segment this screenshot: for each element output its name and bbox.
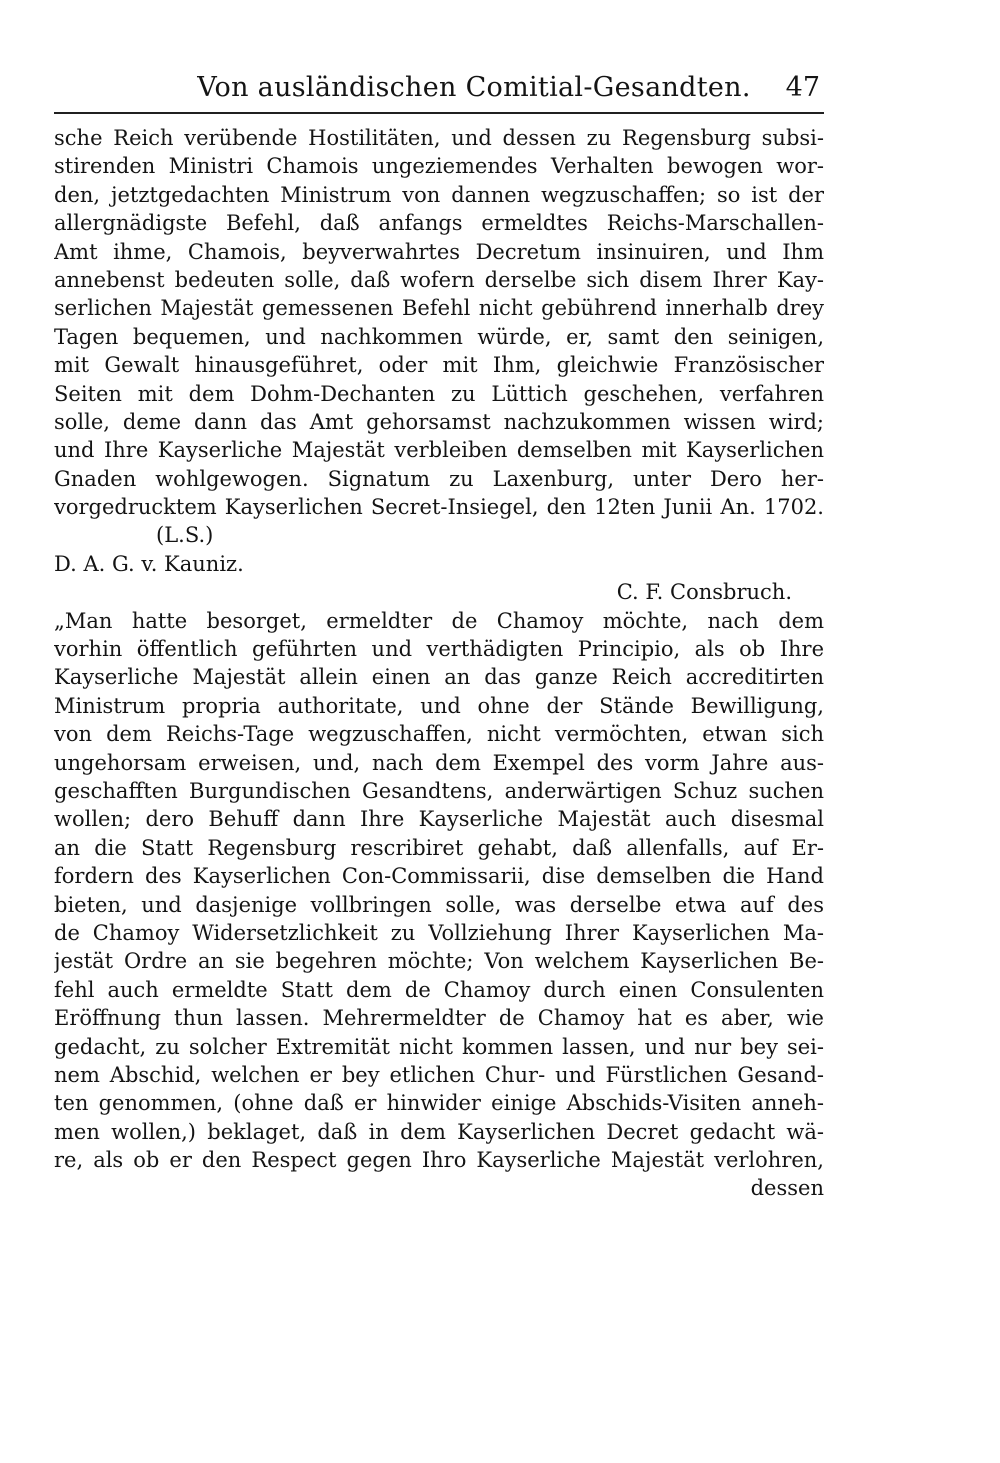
text-line: re, als ob er den Respect gegen Ihro Kayserliche Majestät verlohren, bbox=[54, 1148, 824, 1173]
text-line: geschafften Burgundischen Gesandtens, anderwärtigen Schuz suchen bbox=[54, 778, 824, 803]
seal-mark: (L.S.) bbox=[156, 523, 214, 548]
text-line: Seiten mit dem Dohm-Dechanten zu Lüttich geschehen, verfahren bbox=[54, 381, 824, 406]
signer-name: D. A. G. v. Kauniz. bbox=[54, 551, 244, 576]
text-line: de Chamoy Widersetzlichkeit zu Vollziehung Ihrer Kayserlichen Ma- bbox=[54, 920, 824, 945]
text-line: an die Statt Regensburg rescribiret gehabt, daß allenfalls, auf Er- bbox=[54, 835, 824, 860]
text-line: fehl auch ermeldte Statt dem de Chamoy durch einen Consulenten bbox=[54, 977, 824, 1002]
text-line: annebenst bedeuten solle, daß wofern derselbe sich disem Ihrer Kay- bbox=[54, 267, 824, 292]
text-line: gedacht, zu solcher Extremität nicht kommen lassen, und nur bey sei- bbox=[54, 1034, 824, 1059]
header-rule bbox=[54, 112, 824, 114]
page-number: 47 bbox=[785, 72, 820, 103]
text-line: sche Reich verübende Hostilitäten, und dessen zu Regensburg subsi- bbox=[54, 126, 824, 150]
catchword: dessen bbox=[750, 1176, 824, 1201]
paragraph-decree bbox=[54, 124, 824, 521]
text-line: ten genommen, (ohne daß er hinwider einige Abschids-Visiten anneh- bbox=[54, 1091, 824, 1116]
text-line: vorhin öffentlich geführten und verthädigten Principio, als ob Ihre bbox=[54, 637, 824, 662]
text-line: mit Gewalt hinausgeführet, oder mit Ihm, gleichwie Französischer bbox=[54, 353, 824, 378]
text-line: Tagen bequemen, und nachkommen würde, er, samt den seinigen, bbox=[54, 324, 824, 349]
text-line: men wollen,) beklaget, daß in dem Kayserlichen Decret gedacht wä- bbox=[54, 1119, 824, 1144]
text-line: stirenden Ministri Chamois ungeziemendes Verhalten bewogen wor- bbox=[54, 154, 824, 179]
text-line: bieten, und dasjenige vollbringen solle, was derselbe etwa auf des bbox=[54, 892, 824, 917]
text-line: Ministrum propria authoritate, und ohne der Stände Bewilligung, bbox=[54, 693, 824, 718]
text-line: Eröffnung thun lassen. Mehrermeldter de Chamoy hat es aber, wie bbox=[54, 1006, 824, 1031]
page-header bbox=[54, 68, 824, 108]
text-line: vorgedrucktem Kayserlichen Secret-Insiegel, den 12ten Junii An. 1702. bbox=[54, 495, 824, 520]
text-line: wollen; dero Behuff dann Ihre Kayserliche Majestät auch disesmal bbox=[54, 807, 824, 832]
text-line: Amt ihme, Chamois, beyverwahrtes Decretum insinuiren, und Ihm bbox=[54, 239, 824, 264]
text-line: und Ihre Kayserliche Majestät verbleiben demselben mit Kayserlichen bbox=[54, 438, 824, 463]
running-head: Von ausländischen Comitial-Gesandten. bbox=[197, 72, 751, 103]
page-body bbox=[54, 124, 824, 1203]
text-line: Kayserliche Majestät allein einen an das ganze Reich accreditirten bbox=[54, 665, 824, 690]
text-line: fordern des Kayserlichen Con-Commissarii, dise demselben die Hand bbox=[54, 864, 824, 889]
scribe-name: C. F. Consbruch. bbox=[616, 580, 792, 605]
text-line: den, jetztgedachten Ministrum von dannen wegzuschaffen; so ist der bbox=[54, 182, 824, 207]
text-line: nem Abschid, welchen er bey etlichen Chur- und Fürstlichen Gesand- bbox=[54, 1062, 824, 1087]
text-line: allergnädigste Befehl, daß anfangs ermeldtes Reichs-Marschallen- bbox=[54, 211, 824, 236]
text-line: ungehorsam erweisen, und, nach dem Exempel des vorm Jahre aus- bbox=[54, 750, 824, 775]
text-line: solle, deme dann das Amt gehorsamst nachzukommen wissen wird; bbox=[54, 409, 824, 434]
text-line: serlichen Majestät gemessenen Befehl nicht gebührend innerhalb drey bbox=[54, 296, 824, 321]
text-line: von dem Reichs-Tage wegzuschaffen, nicht vermöchten, etwan sich bbox=[54, 722, 824, 747]
text-line: Gnaden wohlgewogen. Signatum zu Laxenburg, unter Dero her- bbox=[54, 466, 824, 491]
paragraph-narrative bbox=[54, 607, 824, 1175]
text-line: jestät Ordre an sie begehren möchte; Von welchem Kayserlichen Be- bbox=[54, 949, 824, 974]
text-line: „Man hatte besorget, ermeldter de Chamoy möchte, nach dem bbox=[54, 608, 824, 633]
